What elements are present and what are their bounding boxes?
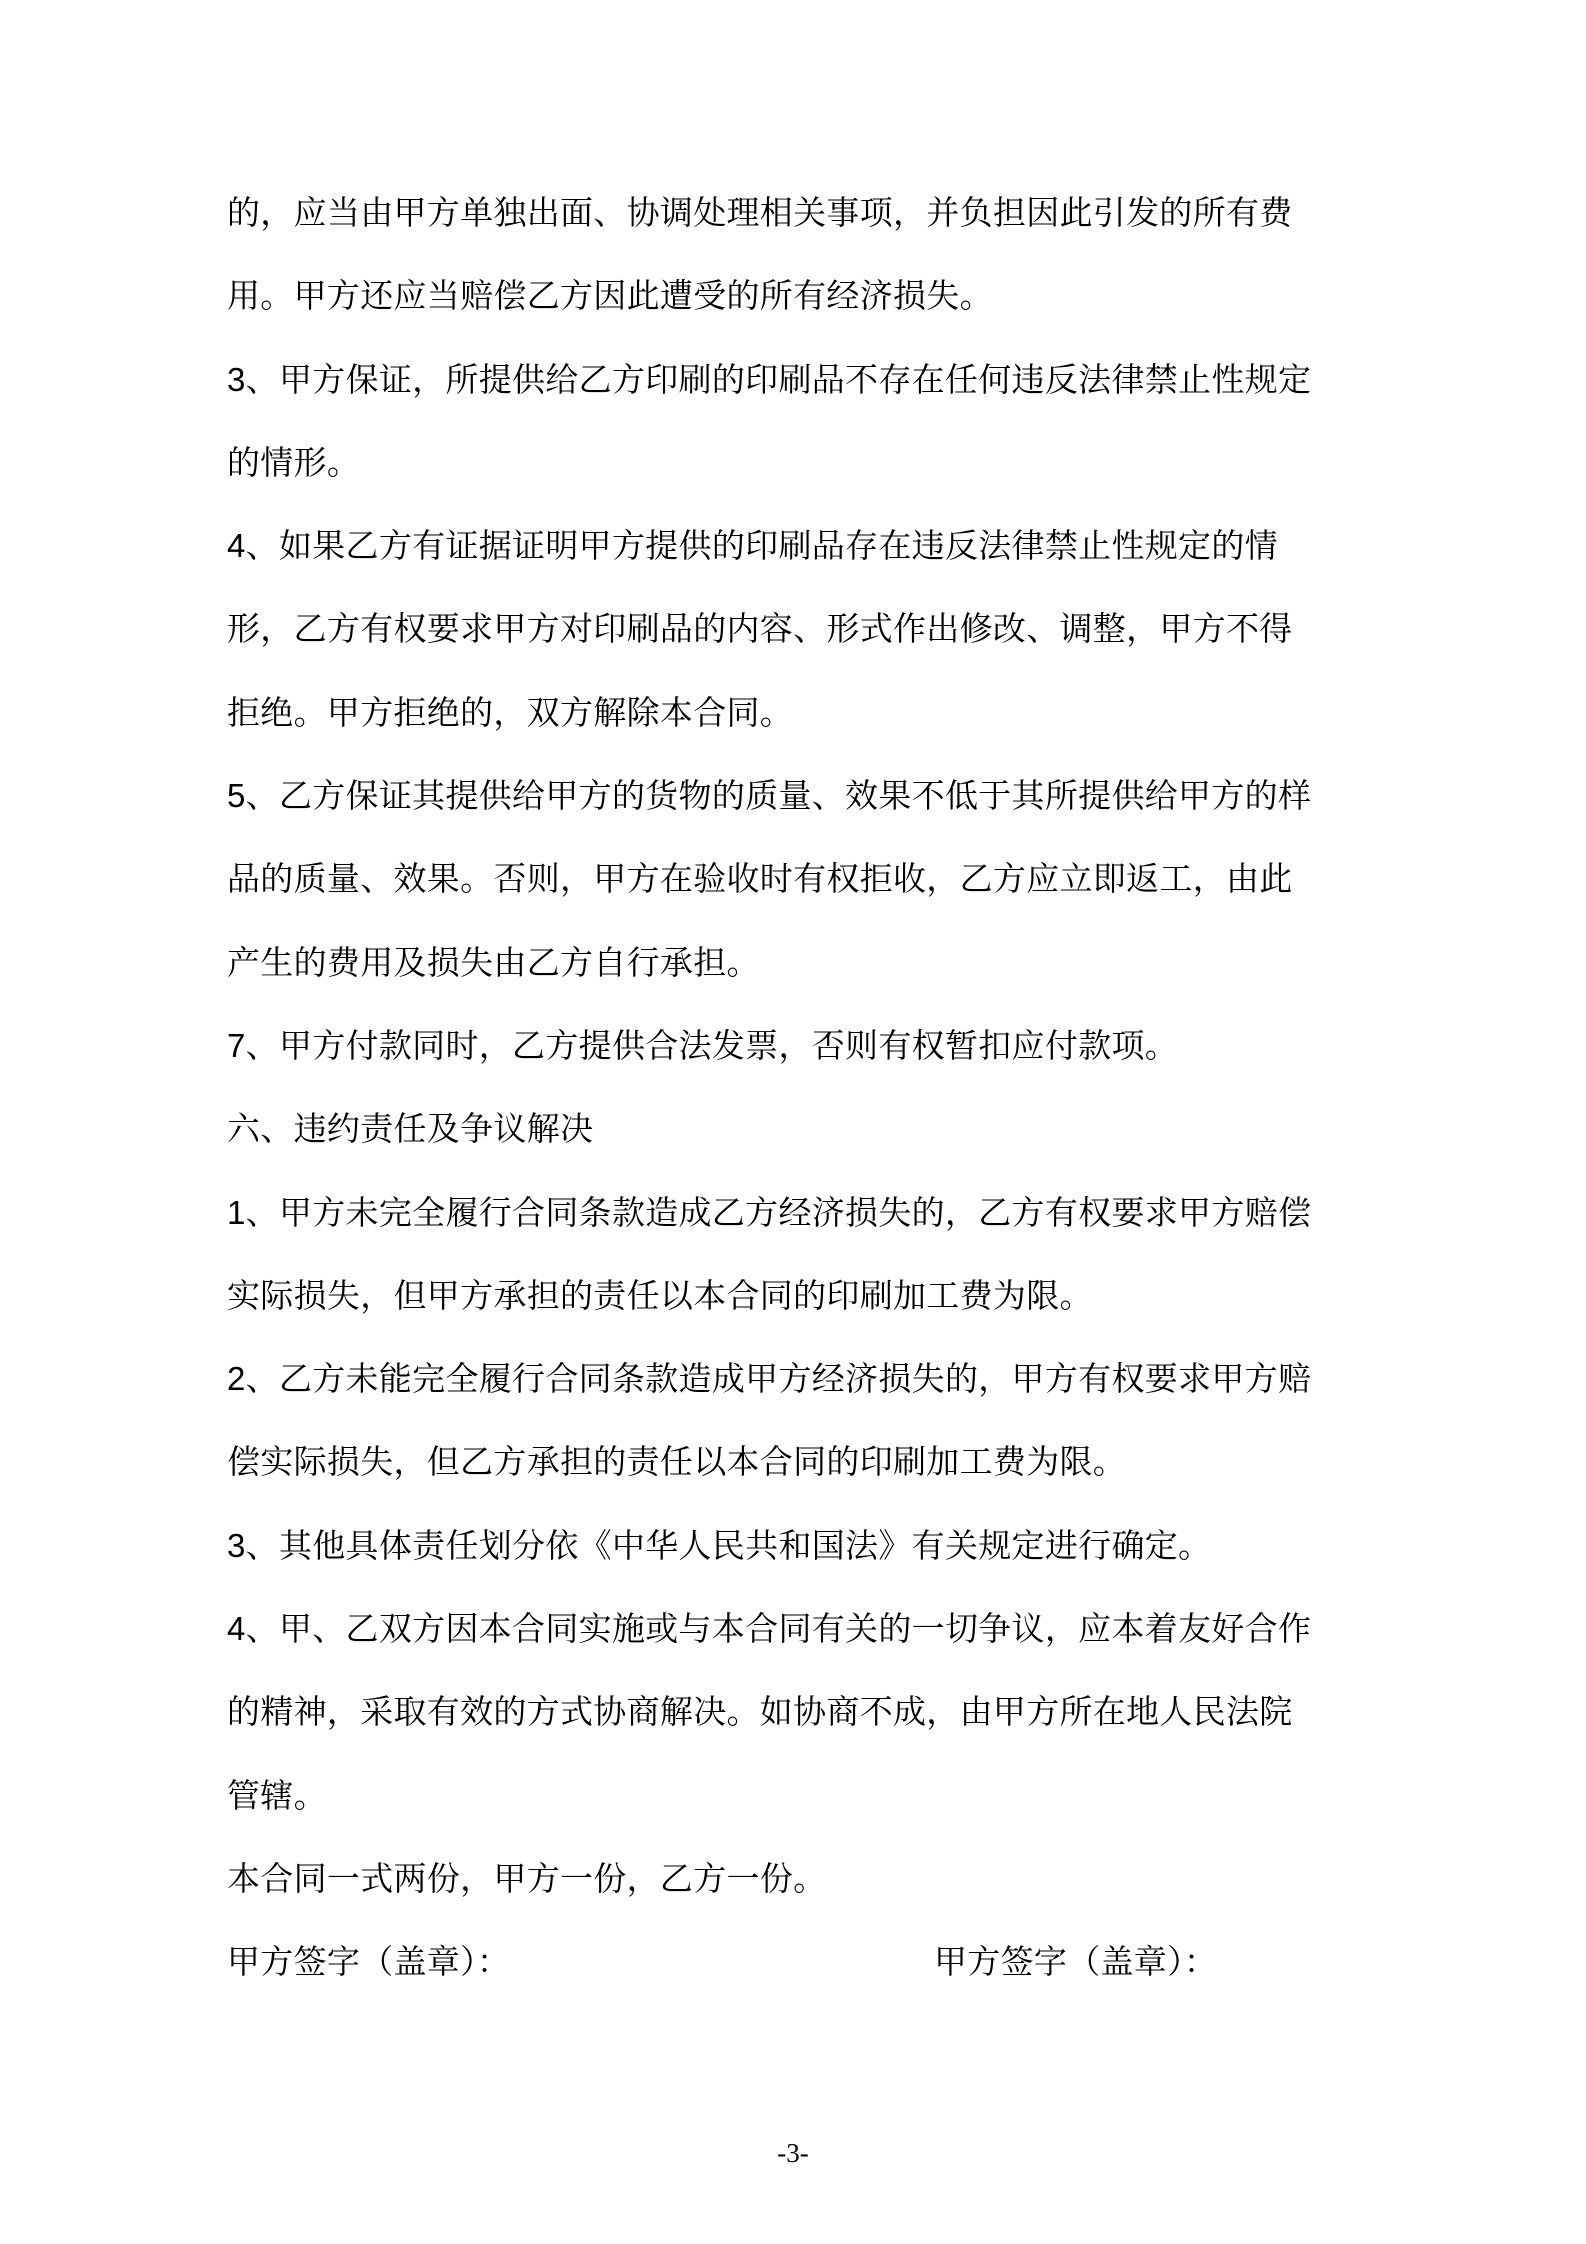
contract-text-line: 偿实际损失，但乙方承担的责任以本合同的印刷加工费为限。 <box>227 1443 1127 1481</box>
section-heading-line: 六、违约责任及争议解决 <box>227 1110 594 1148</box>
contract-body <box>227 171 1437 2004</box>
contract-text-line: 本合同一式两份，甲方一份，乙方一份。 <box>227 1859 827 1897</box>
contract-text-line: 品的质量、效果。否则，甲方在验收时有权拒收，乙方应立即返工，由此 <box>227 860 1293 898</box>
contract-text-line: 形，乙方有权要求甲方对印刷品的内容、形式作出修改、调整，甲方不得 <box>227 610 1293 648</box>
contract-text-line: 3、甲方保证，所提供给乙方印刷的印刷品不存在任何违反法律禁止性规定 <box>227 360 1312 398</box>
contract-text-line: 实际损失，但甲方承担的责任以本合同的印刷加工费为限。 <box>227 1276 1093 1314</box>
contract-text-line: 4、如果乙方有证据证明甲方提供的印刷品存在违反法律禁止性规定的情 <box>227 527 1278 565</box>
contract-text-line: 4、甲、乙双方因本合同实施或与本合同有关的一切争议，应本着友好合作 <box>227 1610 1312 1648</box>
contract-text-line: 用。甲方还应当赔偿乙方因此遭受的所有经济损失。 <box>227 277 993 315</box>
contract-text-line: 的情形。 <box>227 443 361 481</box>
contract-text-line: 3、其他具体责任划分依《中华人民共和国法》有关规定进行确定。 <box>227 1526 1212 1564</box>
signature-row <box>227 1920 1437 2003</box>
party-a-signature-label-left: 甲方签字（盖章）： <box>227 1943 511 1981</box>
contract-text-line: 的，应当由甲方单独出面、协调处理相关事项，并负担因此引发的所有费 <box>227 194 1293 231</box>
contract-text-line: 产生的费用及损失由乙方自行承担。 <box>227 943 760 981</box>
contract-text-line: 1、甲方未完全履行合同条款造成乙方经济损失的，乙方有权要求甲方赔偿 <box>227 1193 1312 1231</box>
contract-text-line: 的精神，采取有效的方式协商解决。如协商不成，由甲方所在地人民法院 <box>227 1693 1293 1731</box>
contract-text-line: 2、乙方未能完全履行合同条款造成甲方经济损失的，甲方有权要求甲方赔 <box>227 1360 1312 1398</box>
contract-text-line: 5、乙方保证其提供给甲方的货物的质量、效果不低于其所提供给甲方的样 <box>227 777 1312 815</box>
contract-text-line: 管辖。 <box>227 1776 327 1814</box>
party-a-signature-label-right: 甲方签字（盖章）： <box>934 1943 1218 1981</box>
page-number: -3- <box>777 2138 809 2168</box>
contract-text-line: 7、甲方付款同时，乙方提供合法发票，否则有权暂扣应付款项。 <box>227 1026 1179 1064</box>
contract-text-line: 拒绝。甲方拒绝的，双方解除本合同。 <box>227 693 794 731</box>
